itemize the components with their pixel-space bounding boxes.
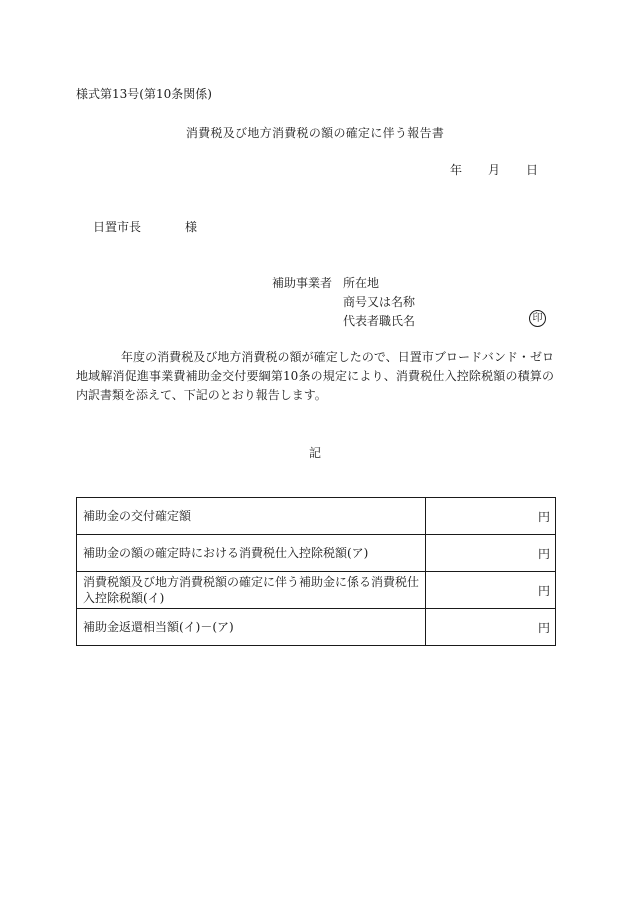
table-row [77,498,556,535]
document-title: 消費税及び地方消費税の額の確定に伴う報告書 [185,126,445,140]
date-line [450,161,538,178]
form-number: 様式第13号(第10条関係) [76,87,212,101]
table-row [77,609,556,646]
applicant-label: 補助事業者 [272,276,333,290]
row-label: 消費税額及び地方消費税額の確定に伴う補助金に係る消費税仕入控除税額(イ) [77,572,426,609]
row-label: 補助金の額の確定時における消費税仕入控除税額(ア) [77,535,426,572]
representative-field-label: 代表者職氏名 [343,314,416,328]
ki-heading: 記 [308,446,321,460]
table-row [77,535,556,572]
report-table [76,497,556,646]
addressee-honorific: 様 [185,220,198,234]
addressee [93,218,197,235]
row-unit: 円 [426,535,556,572]
row-label: 補助金の交付確定額 [77,498,426,535]
date-year-label: 年 [450,163,463,177]
business-name-field-label: 商号又は名称 [343,295,416,309]
table-row [77,572,556,609]
addressee-name: 日置市長 [93,220,142,234]
date-day-label: 日 [526,163,539,177]
seal-mark: 印 [529,310,546,327]
body-paragraph: 年度の消費税及び地方消費税の額が確定したので、日置市ブロードバンド・ゼロ地域解消促進事業費補助金交付要綱第10条の規定により、消費税仕入控除税額の積算の内訳書類を添えて、下記のとおり報告します。 [76,350,554,402]
row-unit: 円 [426,572,556,609]
row-unit: 円 [426,498,556,535]
address-field-label: 所在地 [343,276,380,290]
row-label: 補助金返還相当額(イ)－(ア) [77,609,426,646]
date-month-label: 月 [488,163,501,177]
row-unit: 円 [426,609,556,646]
